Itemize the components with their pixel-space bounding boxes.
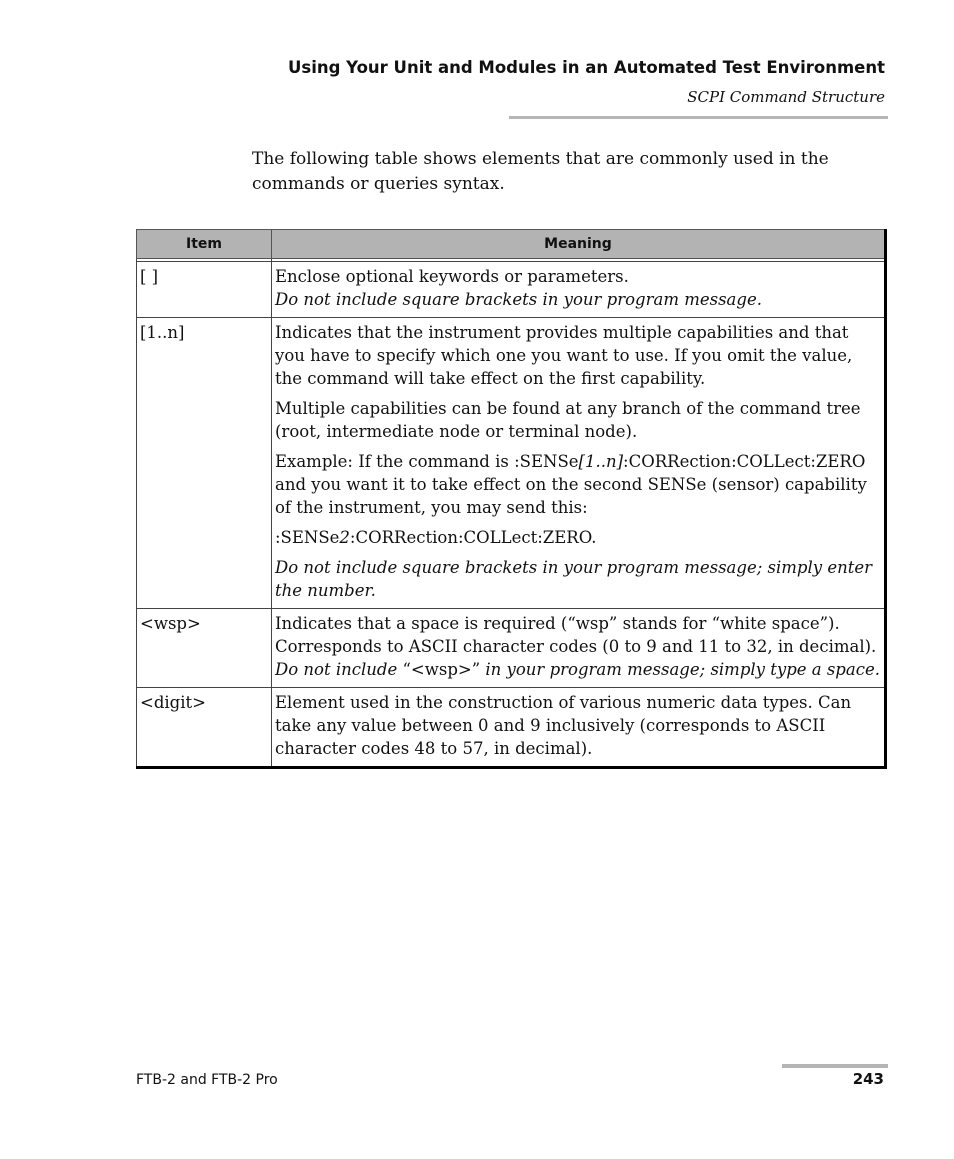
syntax-elements-table: [136, 229, 887, 769]
meaning-text: Do not include square brackets in your program message.: [275, 290, 762, 309]
meaning-text: Example: If the command is :SENSe: [275, 452, 579, 471]
table-body: [137, 259, 886, 768]
meaning-paragraph: [275, 288, 881, 311]
table-row: [137, 262, 886, 318]
column-header-item: Item: [137, 230, 272, 259]
meaning-cell: [272, 318, 886, 609]
footer-rule: [782, 1064, 888, 1068]
meaning-paragraph: [275, 265, 881, 288]
meaning-paragraph: [275, 635, 881, 658]
meaning-text: :SENSe: [275, 528, 340, 547]
meaning-text: :CORRection:COLLect:ZERO.: [349, 528, 597, 547]
meaning-text: Do not include: [275, 660, 403, 679]
meaning-paragraph: [275, 658, 881, 681]
meaning-text: “<wsp>”: [402, 660, 481, 679]
meaning-text: 2: [339, 528, 350, 547]
header-subtitle: SCPI Command Structure: [687, 88, 885, 106]
header-title: Using Your Unit and Modules in an Automated Test Environment: [287, 58, 885, 77]
meaning-text: in your program message; simply type a space.: [480, 660, 880, 679]
page-number: 243: [852, 1070, 884, 1088]
meaning-text: Corresponds to ASCII character codes (0 to 9 and 11 to 32, in decimal).: [275, 637, 877, 656]
item-cell: <digit>: [137, 688, 272, 768]
item-cell: [ ]: [137, 262, 272, 318]
meaning-paragraph: [275, 321, 881, 390]
meaning-cell: [272, 262, 886, 318]
meaning-text: [1..n]: [578, 452, 624, 471]
meaning-paragraph: [275, 691, 881, 760]
meaning-text: Indicates that a space is required (“wsp” stands for “white space”).: [275, 614, 840, 633]
column-header-meaning: Meaning: [272, 230, 886, 259]
item-cell: <wsp>: [137, 609, 272, 688]
table-header-row: [137, 230, 886, 259]
table-row: [137, 688, 886, 768]
meaning-cell: [272, 609, 886, 688]
meaning-paragraph: [275, 612, 881, 635]
meaning-text: :CORRection:COLLect:ZERO and you want it to take effect on the second SENSe (sensor) capability of the instrument, you may send this:: [275, 452, 867, 517]
meaning-text: Indicates that the instrument provides multiple capabilities and that you have to specify which one you want to use. If you omit the value, the command will take effect on the first capability.: [275, 323, 853, 388]
item-cell: [1..n]: [137, 318, 272, 609]
meaning-paragraph: [275, 397, 881, 443]
header-rule: [509, 116, 888, 119]
meaning-cell: [272, 688, 886, 768]
footer-product: FTB-2 and FTB-2 Pro: [136, 1072, 278, 1088]
meaning-paragraph: [275, 556, 881, 602]
meaning-paragraph: [275, 526, 881, 549]
meaning-paragraph: [275, 450, 881, 519]
meaning-text: Do not include square brackets in your program message; simply enter the number.: [275, 558, 872, 600]
table-row: [137, 318, 886, 609]
meaning-text: Element used in the construction of various numeric data types. Can take any value between 0 and 9 inclusively (corresponds to ASCII character codes 48 to 57, in decimal).: [275, 693, 852, 758]
meaning-text: Multiple capabilities can be found at any branch of the command tree (root, intermediate node or terminal node).: [275, 399, 861, 441]
table-row: [137, 609, 886, 688]
meaning-text: Enclose optional keywords or parameters.: [275, 267, 629, 286]
intro-paragraph: The following table shows elements that are commonly used in the commands or queries syntax.: [252, 149, 829, 194]
